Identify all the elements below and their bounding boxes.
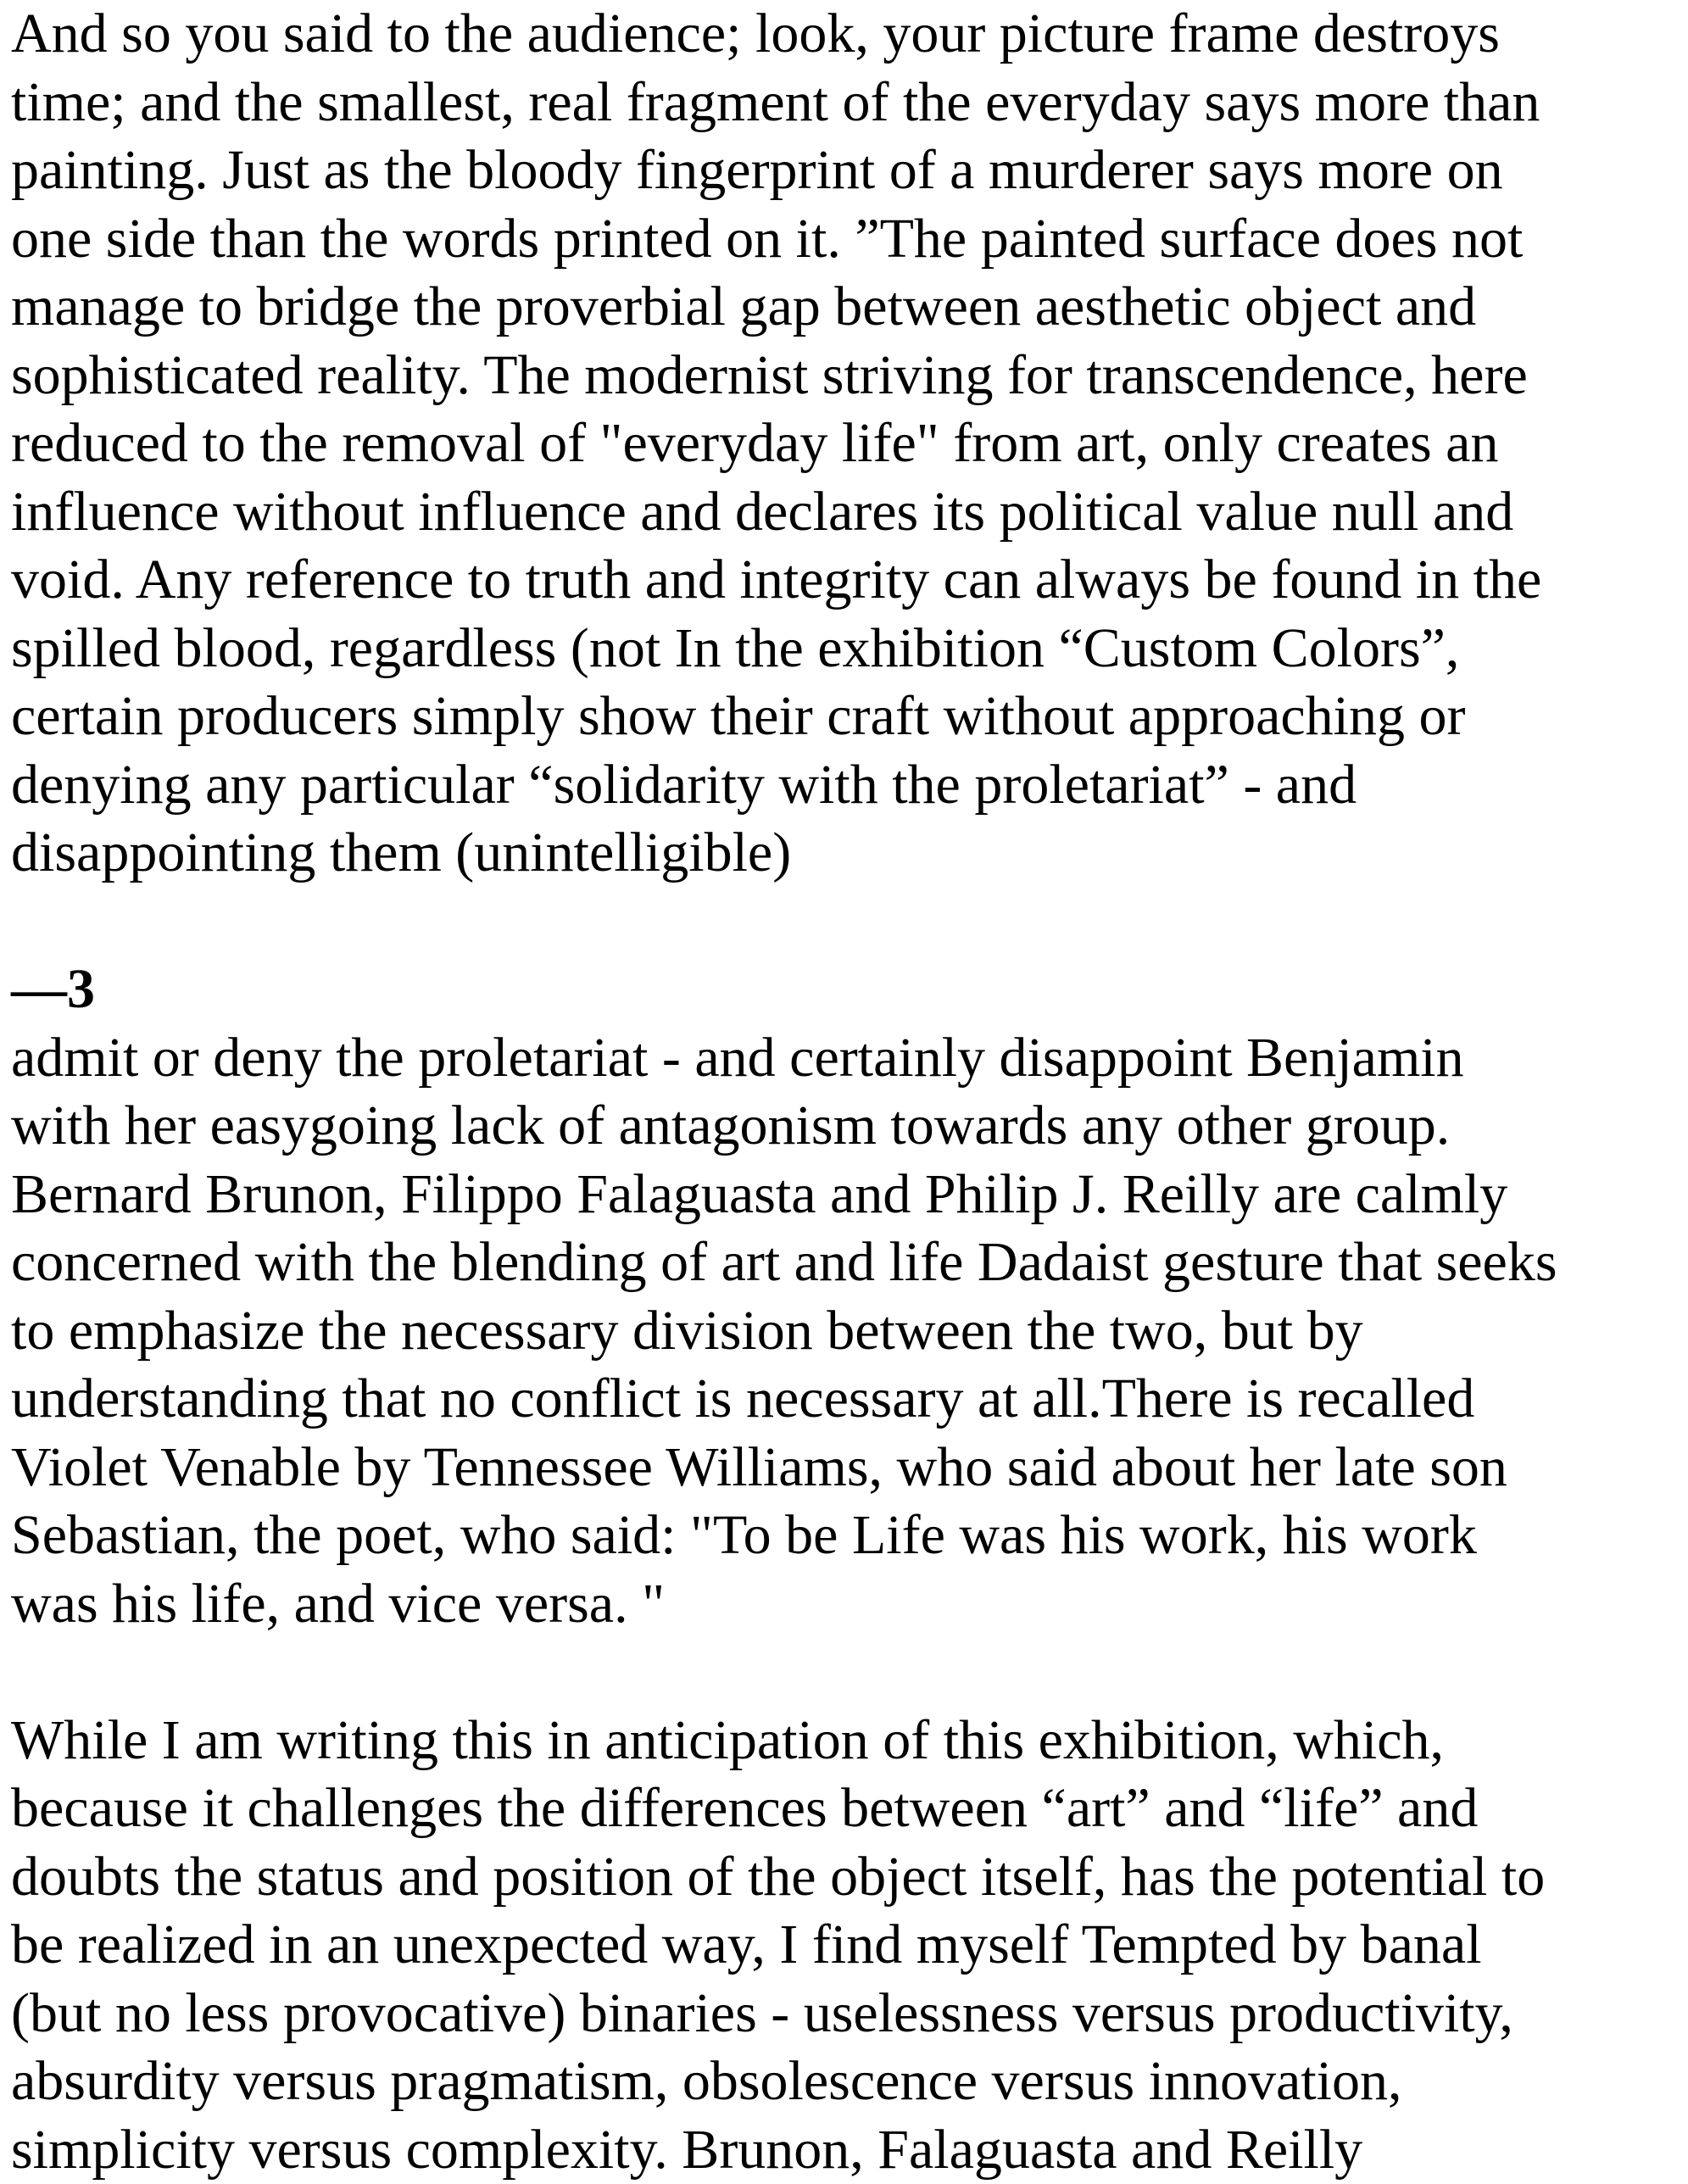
text-line: certain producers simply show their craft without approaching or [11,682,1673,751]
text-line: admit or deny the proletariat - and certainly disappoint Benjamin [11,1024,1673,1093]
text-line: While I am writing this in anticipation of this exhibition, which, [11,1707,1673,1775]
text-line: doubts the status and position of the object itself, has the potential to [11,1843,1673,1912]
text-line: void. Any reference to truth and integrity can always be found in the [11,546,1673,615]
text-line: disappointing them (unintelligible) [11,819,1673,888]
text-line: reduced to the removal of "everyday life" from art, only creates an [11,410,1673,478]
text-line: absurdity versus pragmatism, obsolescence versus innovation, [11,2048,1673,2116]
text-line: concerned with the blending of art and life Dadaist gesture that seeks [11,1228,1673,1297]
text-line: manage to bridge the proverbial gap between aesthetic object and [11,273,1673,342]
text-line: And so you said to the audience; look, your picture frame destroys [11,0,1673,69]
text-line: be realized in an unexpected way, I find myself Tempted by banal [11,1911,1673,1980]
paragraph-gap [11,888,1673,956]
text-line: painting. Just as the bloody fingerprint of a murderer says more on [11,136,1673,205]
paragraph-2 [11,1024,1673,1639]
text-line: to emphasize the necessary division between the two, but by [11,1297,1673,1366]
text-line: one side than the words printed on it. ”The painted surface does not [11,205,1673,274]
text-line: was his life, and vice versa. " [11,1570,1673,1639]
text-line: Violet Venable by Tennessee Williams, who said about her late son [11,1434,1673,1502]
paragraph-gap [11,1638,1673,1707]
text-line: understanding that no conflict is necessary at all.There is recalled [11,1365,1673,1434]
text-line: Sebastian, the poet, who said: "To be Life was his work, his work [11,1502,1673,1570]
text-line: sophisticated reality. The modernist striving for transcendence, here [11,342,1673,410]
text-line: denying any particular “solidarity with the proletariat” - and [11,751,1673,820]
section-marker: —3 [11,956,1673,1024]
text-line: because it challenges the differences between “art” and “life” and [11,1774,1673,1843]
text-line: time; and the smallest, real fragment of the everyday says more than [11,69,1673,137]
document-page [11,0,1673,2184]
text-line: Bernard Brunon, Filippo Falaguasta and Philip J. Reilly are calmly [11,1161,1673,1229]
text-line: simplicity versus complexity. Brunon, Falaguasta and Reilly [11,2116,1673,2184]
paragraph-1 [11,0,1673,888]
text-line: (but no less provocative) binaries - uselessness versus productivity, [11,1980,1673,2048]
text-line: with her easygoing lack of antagonism towards any other group. [11,1092,1673,1161]
text-line: spilled blood, regardless (not In the exhibition “Custom Colors”, [11,615,1673,683]
text-line: influence without influence and declares its political value null and [11,478,1673,547]
paragraph-3 [11,1707,1673,2184]
